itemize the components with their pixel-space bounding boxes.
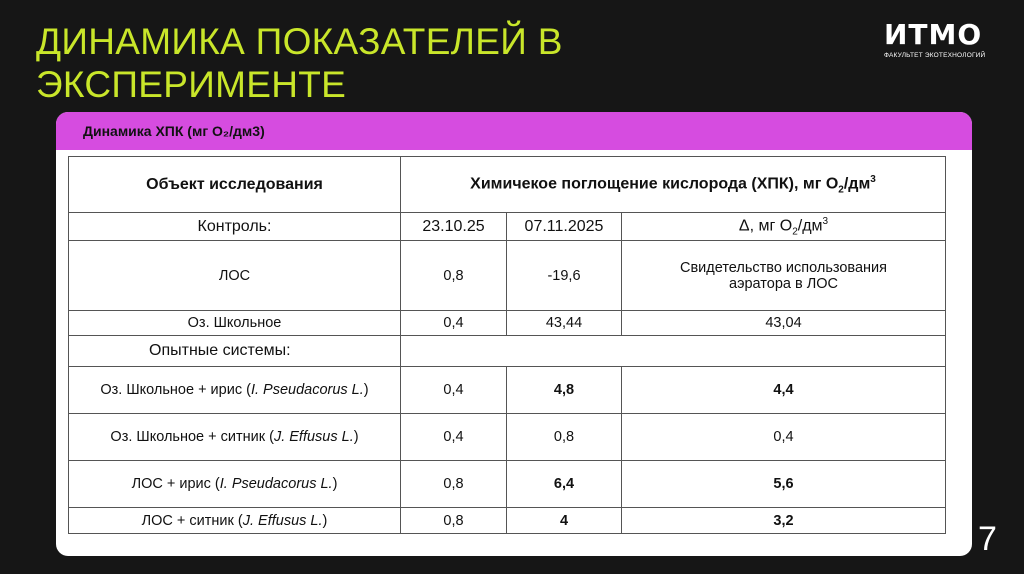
table-row [69, 367, 946, 414]
row-name: ЛОС + ситник (J. Effusus L.) [69, 508, 401, 534]
date-2: 07.11.2025 [507, 213, 622, 241]
experimental-section-row [69, 336, 946, 367]
row-delta: 4,4 [622, 367, 946, 414]
control-label: Контроль: [69, 213, 401, 241]
table-row [69, 508, 946, 534]
table-row [69, 241, 946, 311]
row-delta: 3,2 [622, 508, 946, 534]
row-name: Оз. Школьное [69, 311, 401, 336]
row-name: Оз. Школьное + ирис (I. Pseudacorus L.) [69, 367, 401, 414]
row-value-2: 6,4 [507, 461, 622, 508]
row-value-2: 4 [507, 508, 622, 534]
column-header-object: Объект исследования [69, 157, 401, 213]
experimental-label: Опытные системы: [69, 336, 401, 367]
logo-mark: ИТМО [884, 18, 983, 51]
page-number: 7 [978, 520, 997, 558]
row-delta: 5,6 [622, 461, 946, 508]
slide-title-line-2: ЭКСПЕРИМЕНТЕ [36, 64, 347, 105]
date-1: 23.10.25 [401, 213, 507, 241]
row-value-1: 0,8 [401, 241, 507, 311]
empty-cell [401, 336, 946, 367]
row-delta: Свидетельство использования аэратора в ЛОС [622, 241, 946, 311]
row-value-2: 0,8 [507, 414, 622, 461]
table-row [69, 461, 946, 508]
row-value-2: -19,6 [507, 241, 622, 311]
table-row [69, 311, 946, 336]
itmo-logo [884, 20, 1004, 59]
card-header: Динамика ХПК (мг O₂/дм3) [56, 112, 972, 150]
logo-subtitle: ФАКУЛЬТЕТ ЭКОТЕХНОЛОГИЙ [884, 52, 986, 59]
content-card [56, 112, 972, 556]
slide-title-line-1: ДИНАМИКА ПОКАЗАТЕЛЕЙ В [36, 21, 563, 62]
column-header-measure: Химичекое поглощение кислорода (ХПК), мг $О_2/дм^3$ [401, 157, 946, 213]
delta-header: Δ, мг $О_2/дм^3$ [622, 213, 946, 241]
row-value-2: 4,8 [507, 367, 622, 414]
row-name: ЛОС [69, 241, 401, 311]
table-subheader-row [69, 213, 946, 241]
row-value-1: 0,8 [401, 508, 507, 534]
slide-title [36, 20, 676, 106]
table-row [69, 414, 946, 461]
row-delta: 43,04 [622, 311, 946, 336]
row-value-1: 0,4 [401, 367, 507, 414]
row-value-1: 0,8 [401, 461, 507, 508]
row-name: ЛОС + ирис (I. Pseudacorus L.) [69, 461, 401, 508]
row-value-2: 43,44 [507, 311, 622, 336]
row-name: Оз. Школьное + ситник (J. Effusus L.) [69, 414, 401, 461]
row-value-1: 0,4 [401, 311, 507, 336]
row-value-1: 0,4 [401, 414, 507, 461]
table-header-row [69, 157, 946, 213]
cod-table [68, 156, 946, 534]
row-delta: 0,4 [622, 414, 946, 461]
